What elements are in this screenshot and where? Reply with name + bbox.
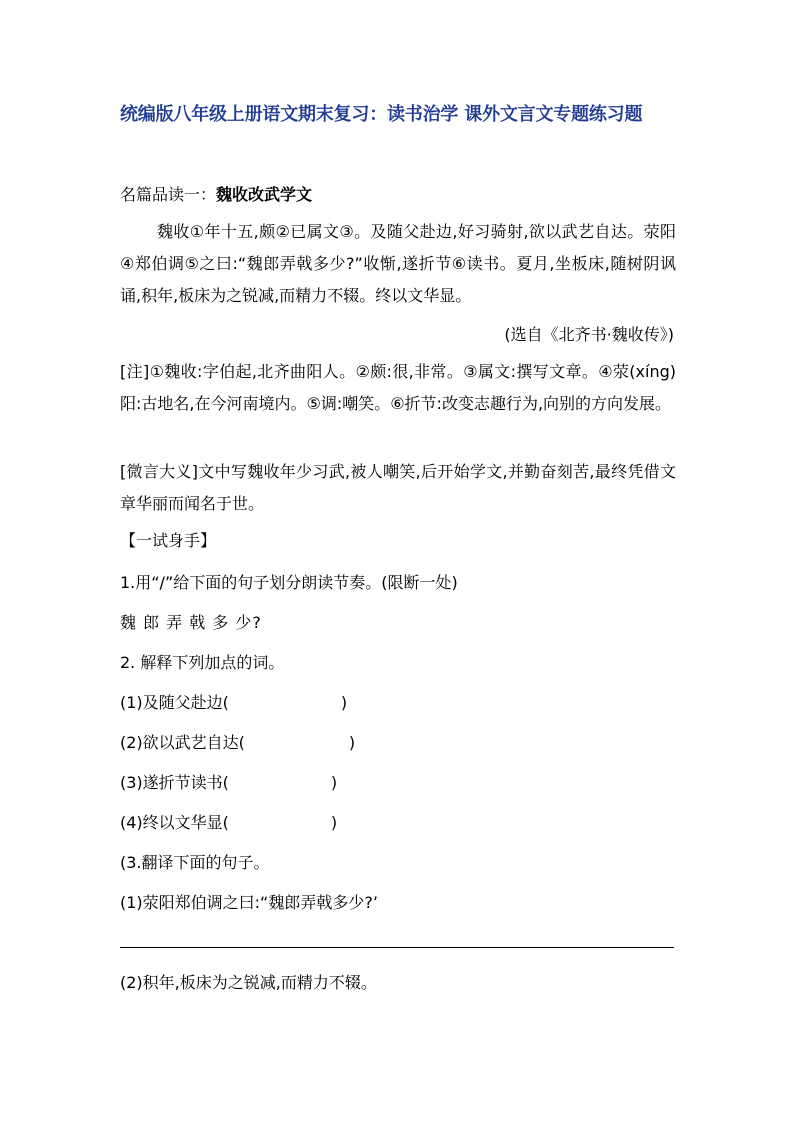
item-label: (3)遂折节读书(: [120, 773, 229, 792]
question-1: 1.用“/”给下面的句子划分朗读节奏。(限断一处): [120, 573, 458, 592]
item-label: (4)终以文华显(: [120, 813, 229, 832]
passage-text: 魏收①年十五,颇②已属文③。及随父赴边,好习骑射,欲以武艺自达。荥阳④郑伯调⑤之曰:“魏郎弄戟多少?”收惭,遂折节⑥读书。夏月,坐板床,随树阴讽诵,积年,板床为之锐减,而精力不辍。终以文华显。: [120, 222, 676, 305]
item-label: (1)及随父赴边(: [120, 693, 229, 712]
question-3: (3.翻译下面的句子。: [120, 853, 270, 872]
gist-summary: [微言大义]文中写魏收年少习武,被人嘲笑,后开始学文,并勤奋刻苦,最终凭借文章华丽而闻名于世。: [120, 462, 676, 513]
item-close: ): [348, 733, 356, 752]
answer-line[interactable]: [120, 947, 674, 948]
section-name: 魏收改武学文: [216, 185, 313, 204]
page-title: 统编版八年级上册语文期末复习：读书治学 课外文言文专题练习题: [120, 104, 643, 125]
question-2-item-3: [120, 770, 337, 793]
practice-header: 【一试身手】: [120, 531, 217, 550]
question-2-item-1: [120, 690, 347, 713]
question-2-item-2: [120, 730, 355, 753]
item-close: ): [340, 693, 348, 712]
passage-source: (选自《北齐书·魏收传》): [504, 325, 674, 344]
item-close: ): [330, 773, 338, 792]
question-3-item-2: (2)积年,板床为之锐减,而精力不辍。: [120, 973, 377, 992]
question-2-item-4: [120, 810, 337, 833]
question-1-sentence: 魏 郎 弄 戟 多 少?: [120, 613, 262, 632]
question-2: 2. 解释下列加点的词。: [120, 653, 285, 672]
section-heading: [120, 182, 312, 205]
section-prefix: 名篇品读一：: [120, 185, 217, 204]
item-label: (2)欲以武艺自达(: [120, 733, 245, 752]
question-3-item-1: (1)荥阳郑伯调之曰:“魏郎弄戟多少?’: [120, 893, 378, 912]
item-close: ): [330, 813, 338, 832]
annotation-notes: [注]①魏收:字伯起,北齐曲阳人。②颇:很,非常。③属文:撰写文章。④荥(xíng)阳:古地名,在今河南境内。⑤调:嘲笑。⑥折节:改变志趣行为,向别的方向发展。: [120, 362, 676, 413]
